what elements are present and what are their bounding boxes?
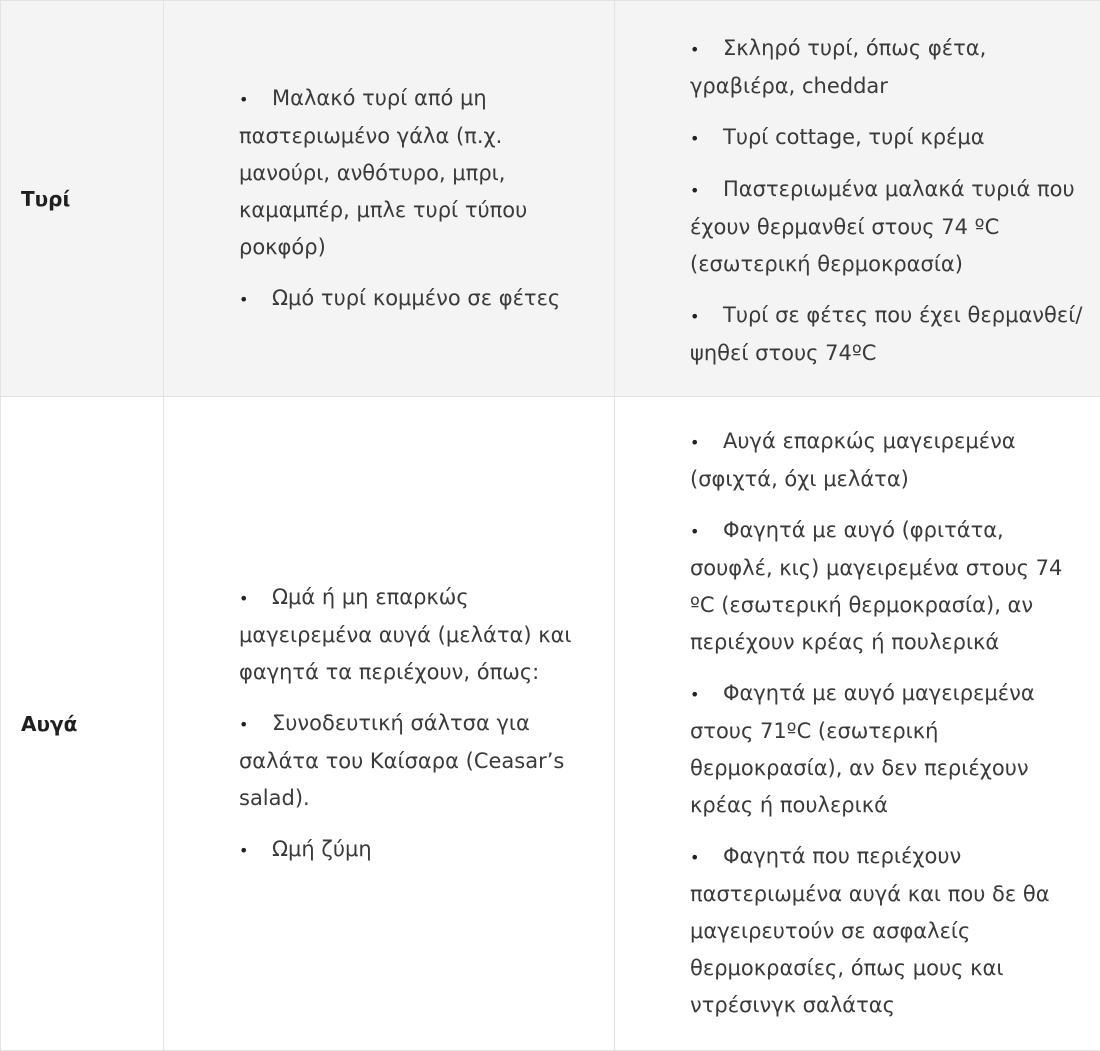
list-item: • Τυρί cottage, τυρί κρέμα bbox=[690, 119, 1084, 157]
bullet-icon: • bbox=[690, 298, 723, 335]
bullet-icon: • bbox=[239, 81, 272, 118]
safe-list bbox=[690, 30, 1084, 372]
list-item: • Ωμή ζύμη bbox=[239, 831, 594, 869]
list-item: • Ωμά ή μη επαρκώς μαγειρεμένα αυγά (μελάτα) και φαγητά τα περιέχουν, όπως: bbox=[239, 579, 594, 691]
list-item: • Σκληρό τυρί, όπως φέτα, γραβιέρα, cheddar bbox=[690, 30, 1084, 105]
list-item: • Μαλακό τυρί από μη παστεριωμένο γάλα (π.χ. μανούρι, ανθότυρο, μπρι, καμαμπέρ, μπλε τυρί τύπου ροκφόρ) bbox=[239, 80, 594, 266]
list-item: • Φαγητά με αυγό (φριτάτα, σουφλέ, κις) μαγειρεμένα στους 74 ºC (εσωτερική θερμοκρασία), αν περιέχουν κρέας ή πουλερικά bbox=[690, 512, 1084, 661]
bullet-icon: • bbox=[239, 281, 272, 318]
bullet-icon: • bbox=[690, 424, 723, 461]
avoid-list bbox=[239, 579, 594, 869]
avoid-cell bbox=[164, 397, 615, 1051]
bullet-icon: • bbox=[239, 832, 272, 869]
list-item: • Φαγητά που περιέχουν παστεριωμένα αυγά και που δε θα μαγειρευτούν σε ασφαλείς θερμοκρασίες, όπως μους και ντρέσινγκ σαλάτας bbox=[690, 838, 1084, 1024]
table-row-eggs bbox=[1, 397, 1100, 1051]
safe-list bbox=[690, 423, 1084, 1024]
bullet-icon: • bbox=[690, 676, 723, 713]
bullet-icon: • bbox=[690, 31, 723, 68]
bullet-icon: • bbox=[239, 706, 272, 743]
list-item: • Τυρί σε φέτες που έχει θερμανθεί/ψηθεί στους 74ºC bbox=[690, 297, 1084, 372]
avoid-list bbox=[239, 80, 594, 318]
safe-cell bbox=[615, 1, 1100, 397]
list-item: • Φαγητά με αυγό μαγειρεμένα στους 71ºC (εσωτερική θερμοκρασία), αν δεν περιέχουν κρέας ή πουλερικά bbox=[690, 675, 1084, 824]
bullet-icon: • bbox=[239, 580, 272, 617]
bullet-icon: • bbox=[690, 513, 723, 550]
list-item: • Αυγά επαρκώς μαγειρεμένα (σφιχτά, όχι μελάτα) bbox=[690, 423, 1084, 498]
bullet-icon: • bbox=[690, 120, 723, 157]
bullet-icon: • bbox=[690, 839, 723, 876]
bullet-icon: • bbox=[690, 172, 723, 209]
list-item: • Συνοδευτική σάλτσα για σαλάτα του Καίσαρα (Ceasar’s salad). bbox=[239, 705, 594, 817]
list-item: • Ωμό τυρί κομμένο σε φέτες bbox=[239, 280, 594, 318]
safe-cell bbox=[615, 397, 1100, 1051]
list-item: • Παστεριωμένα μαλακά τυριά που έχουν θερμανθεί στους 74 ºC (εσωτερική θερμοκρασία) bbox=[690, 171, 1084, 283]
avoid-cell bbox=[164, 1, 615, 397]
category-cell: Τυρί bbox=[1, 1, 164, 397]
table-row-cheese bbox=[1, 1, 1100, 397]
category-cell: Αυγά bbox=[1, 397, 164, 1051]
